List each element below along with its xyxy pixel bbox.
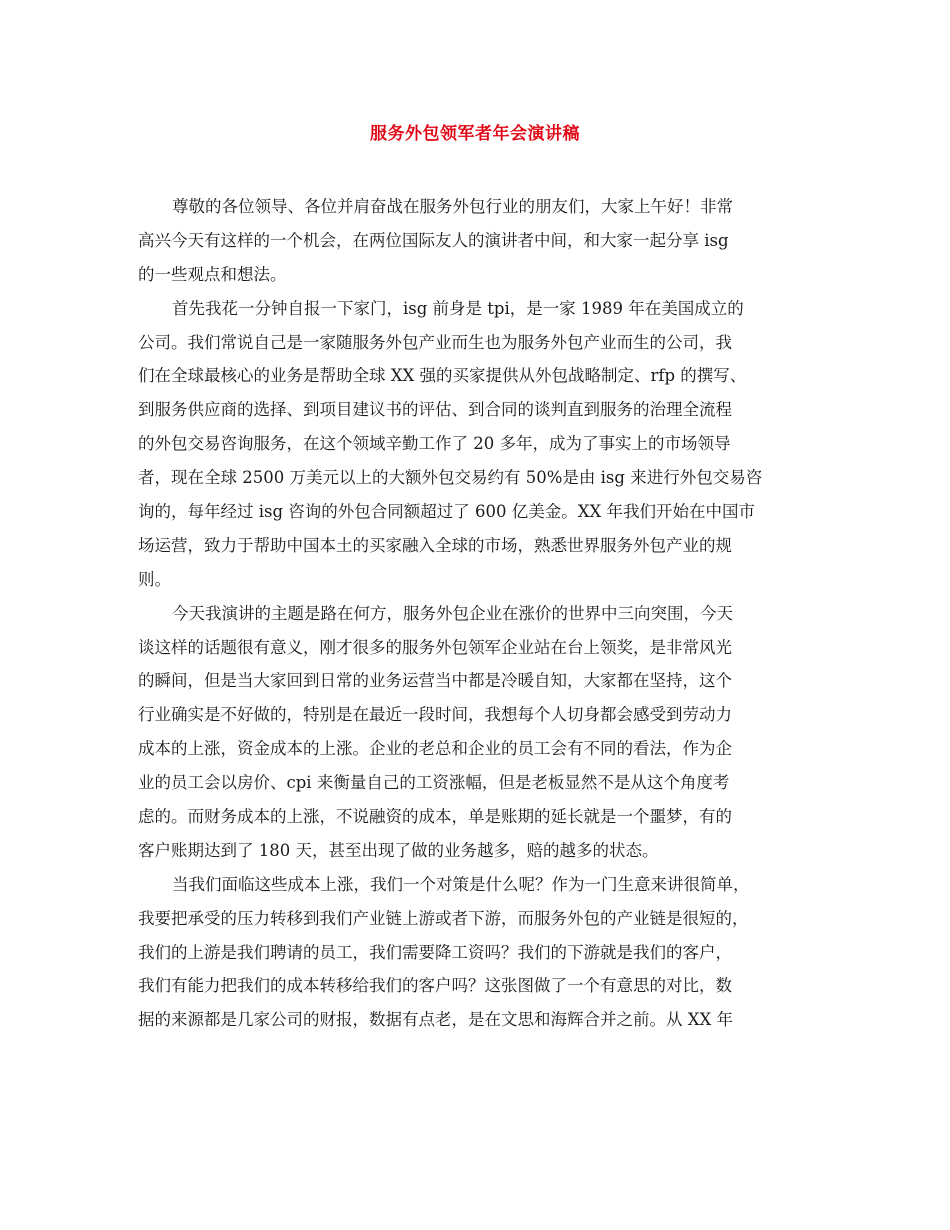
document-body	[138, 190, 824, 1037]
text-line: 虑的。而财务成本的上涨，不说融资的成本，单是账期的延长就是一个噩梦，有的	[138, 807, 732, 827]
text-line: 的外包交易咨询服务，在这个领域辛勤工作了 20 多年，成为了事实上的市场领导	[138, 434, 731, 454]
document-title: 服务外包领军者年会演讲稿	[370, 124, 580, 144]
paragraph	[138, 292, 824, 597]
text-line: 我们有能力把我们的成本转移给我们的客户吗？这张图做了一个有意思的对比，数	[138, 976, 732, 996]
text-line: 行业确实是不好做的，特别是在最近一段时间，我想每个人切身都会感受到劳动力	[138, 705, 732, 725]
paragraph	[138, 190, 824, 292]
text-line: 当我们面临这些成本上涨，我们一个对策是什么呢？作为一门生意来讲很简单，	[172, 874, 750, 894]
text-line: 高兴今天有这样的一个机会，在两位国际友人的演讲者中间，和大家一起分享 isg	[138, 230, 729, 250]
text-line: 成本的上涨，资金成本的上涨。企业的老总和企业的员工会有不同的看法，作为企	[138, 739, 732, 759]
text-line: 业的员工会以房价、cpi 来衡量自己的工资涨幅，但是老板显然不是从这个角度考	[138, 773, 730, 793]
text-line: 今天我演讲的主题是路在何方，服务外包企业在涨价的世界中三向突围，今天	[172, 603, 733, 623]
text-line: 的一些观点和想法。	[138, 264, 287, 284]
text-line: 公司。我们常说自己是一家随服务外包产业而生也为服务外包产业而生的公司，我	[138, 332, 732, 352]
text-line: 客户账期达到了 180 天，甚至出现了做的业务越多，赔的越多的状态。	[138, 840, 659, 860]
text-line: 首先我花一分钟自报一下家门，isg 前身是 tpi，是一家 1989 年在美国成立的	[172, 298, 744, 318]
text-line: 据的来源都是几家公司的财报，数据有点老，是在文思和海辉合并之前。从 XX 年	[138, 1010, 733, 1030]
paragraph	[138, 597, 824, 868]
text-line: 场运营，致力于帮助中国本土的买家融入全球的市场，熟悉世界服务外包产业的规	[138, 535, 732, 555]
text-line: 谈这样的话题很有意义，刚才很多的服务外包领军企业站在台上领奖，是非常风光	[138, 637, 732, 657]
text-line: 尊敬的各位领导、各位并肩奋战在服务外包行业的朋友们，大家上午好！非常	[172, 197, 733, 216]
text-line: 的瞬间，但是当大家回到日常的业务运营当中都是冷暖自知，大家都在坚持，这个	[138, 671, 732, 691]
paragraph	[138, 868, 824, 1037]
text-line: 我要把承受的压力转移到我们产业链上游或者下游，而服务外包的产业链是很短的，	[138, 908, 749, 928]
text-line: 者，现在全球 2500 万美元以上的大额外包交易约有 50%是由 isg 来进行外包交易咨	[138, 468, 763, 488]
text-line: 们在全球最核心的业务是帮助全球 XX 强的买家提供从外包战略制定、rfp 的撰写、	[138, 366, 747, 386]
text-line: 到服务供应商的选择、到项目建议书的评估、到合同的谈判直到服务的治理全流程	[138, 400, 732, 420]
text-line: 询的，每年经过 isg 咨询的外包合同额超过了 600 亿美金。XX 年我们开始在中国市	[138, 502, 756, 522]
text-line: 我们的上游是我们聘请的员工，我们需要降工资吗？我们的下游就是我们的客户，	[138, 942, 732, 962]
text-line: 则。	[138, 569, 171, 589]
